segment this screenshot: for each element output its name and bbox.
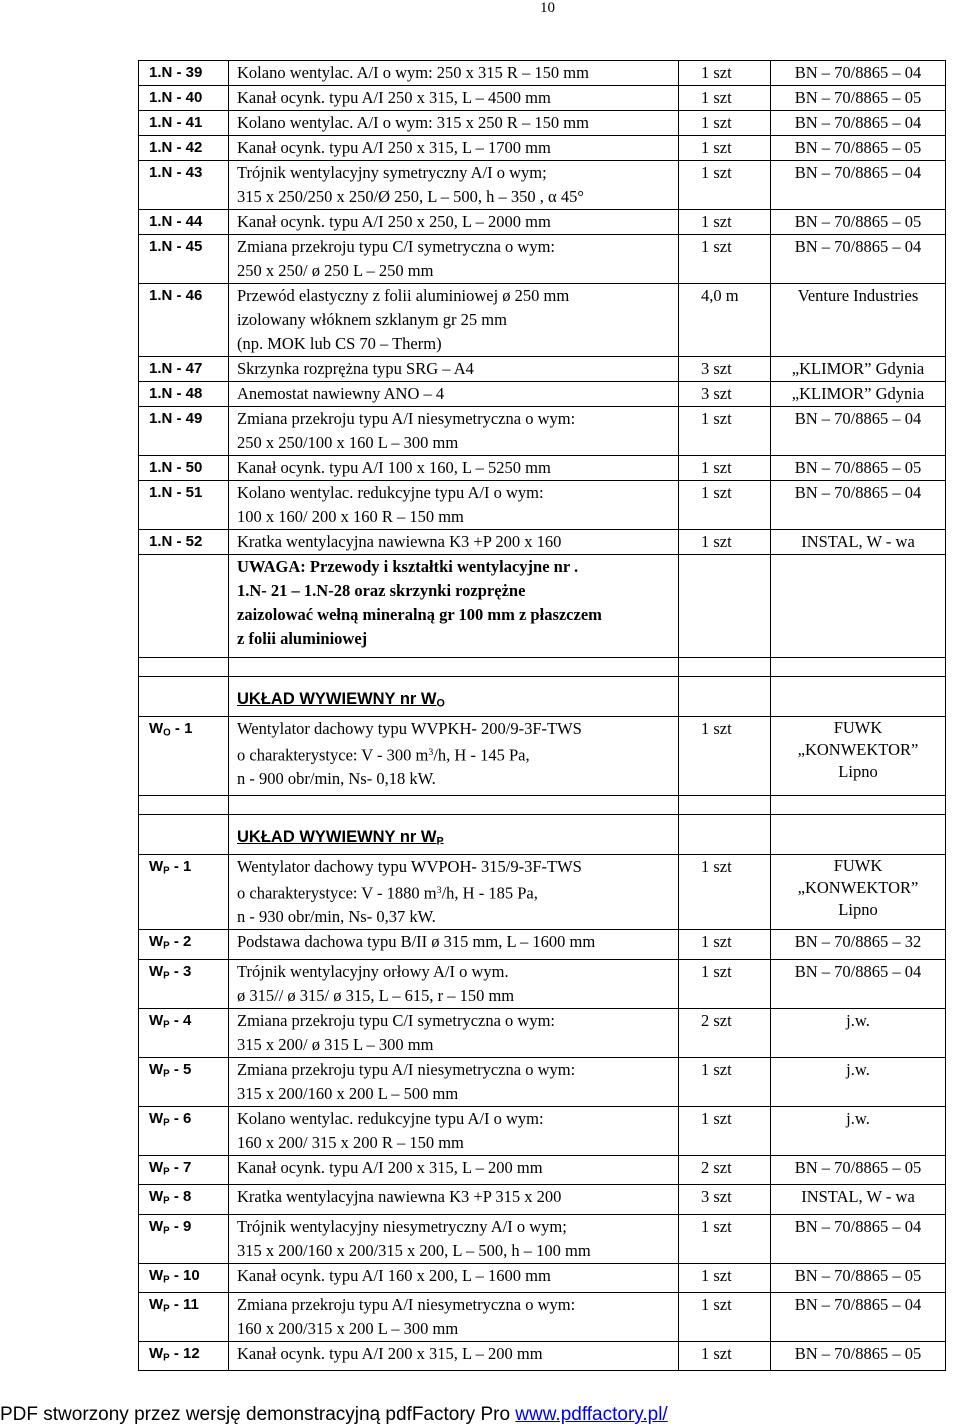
row-description: Kolano wentylac. A/I o wym: 250 x 315 R – 150 mm [229, 61, 679, 86]
row-quantity: 1 szt [679, 111, 771, 136]
row-description: Anemostat nawiewny ANO – 4 [229, 382, 679, 407]
row-supplier: FUWK „KONWEKTOR” Lipno [771, 716, 946, 795]
row-code: 1.N - 44 [139, 210, 229, 235]
row-standard: BN – 70/8865 – 05 [771, 456, 946, 481]
spec-table-body-n [139, 61, 946, 555]
row-standard: INSTAL, W - wa [771, 1185, 946, 1214]
row-code: 1.N - 45 [139, 235, 229, 284]
table-row [139, 1214, 946, 1263]
row-code: $W_P - 11$ [139, 1292, 229, 1341]
row-description: Kratka wentylacyjna nawiewna K3 +P 200 x 160 [229, 530, 679, 555]
row-description: Trójnik wentylacyjny niesymetryczny A/I o wym; 315 x 200/160 x 200/315 x 200, L – 500, h – 100 mm [229, 1214, 679, 1263]
table-row [139, 210, 946, 235]
row-description: Trójnik wentylacyjny symetryczny A/I o wym; 315 x 250/250 x 250/Ø 250, L – 500, h – 350 , α 45° [229, 161, 679, 210]
row-standard: BN – 70/8865 – 32 [771, 930, 946, 959]
row-quantity: 1 szt [679, 1341, 771, 1370]
row-quantity: 1 szt [679, 456, 771, 481]
row-code: 1.N - 43 [139, 161, 229, 210]
note-line: UWAGA: Przewody i kształtki wentylacyjne nr . [237, 557, 579, 576]
row-code: $W_P - 8$ [139, 1185, 229, 1214]
table-row [139, 481, 946, 530]
row-standard: BN – 70/8865 – 04 [771, 161, 946, 210]
row-code: $W_P - 6$ [139, 1106, 229, 1155]
row-description: Kolano wentylac. redukcyjne typu A/I o wym: 160 x 200/ 315 x 200 R – 150 mm [229, 1106, 679, 1155]
table-row [139, 382, 946, 407]
row-quantity: 2 szt [679, 1008, 771, 1057]
row-quantity: 3 szt [679, 382, 771, 407]
row-code: $W_P - 3$ [139, 959, 229, 1008]
row-standard: j.w. [771, 1106, 946, 1155]
row-quantity: 1 szt [679, 86, 771, 111]
table-row [139, 1106, 946, 1155]
row-code: 1.N - 42 [139, 136, 229, 161]
row-code: $W_P - 4$ [139, 1008, 229, 1057]
note-section [139, 555, 946, 677]
row-description: Kanał ocynk. typu A/I 200 x 315, L – 200 mm [229, 1155, 679, 1184]
row-description: Kanał ocynk. typu A/I 250 x 315, L – 1700 mm [229, 136, 679, 161]
row-code: $W_P - 1$ [139, 854, 229, 929]
row-quantity: 3 szt [679, 1185, 771, 1214]
row-quantity: 1 szt [679, 716, 771, 795]
spec-table [138, 60, 946, 1371]
table-row [139, 111, 946, 136]
row-code: 1.N - 51 [139, 481, 229, 530]
row-quantity: 1 szt [679, 1292, 771, 1341]
row-standard: „KLIMOR” Gdynia [771, 357, 946, 382]
row-description: Zmiana przekroju typu C/I symetryczna o wym: 250 x 250/ ø 250 L – 250 mm [229, 235, 679, 284]
row-code: 1.N - 47 [139, 357, 229, 382]
row-code: 1.N - 49 [139, 407, 229, 456]
row-code: 1.N - 46 [139, 284, 229, 357]
row-code: 1.N - 50 [139, 456, 229, 481]
row-code: 1.N - 52 [139, 530, 229, 555]
row-standard: BN – 70/8865 – 04 [771, 61, 946, 86]
table-row [139, 161, 946, 210]
table-row [139, 136, 946, 161]
row-code: 1.N - 39 [139, 61, 229, 86]
row-standard: BN – 70/8865 – 04 [771, 407, 946, 456]
row-standard: BN – 70/8865 – 04 [771, 1214, 946, 1263]
footer-text: PDF stworzony przez wersję demonstracyjną pdfFactory Pro [0, 1404, 516, 1425]
row-standard: BN – 70/8865 – 05 [771, 86, 946, 111]
row-quantity: 1 szt [679, 930, 771, 959]
row-description: Zmiana przekroju typu C/I symetryczna o wym: 315 x 200/ ø 315 L – 300 mm [229, 1008, 679, 1057]
row-description: Wentylator dachowy typu WVPOH- 315/9-3F-TWS o charakterystyce: V - 1880 $m^3/h$, H - 185 Pa, n - 930 obr/min, Ns- 0,37 kW. [229, 854, 679, 929]
row-code: $W_P - 7$ [139, 1155, 229, 1184]
table-row [139, 1155, 946, 1184]
row-code: 1.N - 48 [139, 382, 229, 407]
row-description: Kolano wentylac. redukcyjne typu A/I o wym: 100 x 160/ 200 x 160 R – 150 mm [229, 481, 679, 530]
row-description: Zmiana przekroju typu A/I niesymetryczna o wym: 250 x 250/100 x 160 L – 300 mm [229, 407, 679, 456]
row-description: Kanał ocynk. typu A/I 160 x 200, L – 1600 mm [229, 1263, 679, 1292]
table-row [139, 530, 946, 555]
row-code: $W_P - 5$ [139, 1057, 229, 1106]
row-description: Kanał ocynk. typu A/I 100 x 160, L – 5250 mm [229, 456, 679, 481]
row-standard: BN – 70/8865 – 05 [771, 1155, 946, 1184]
row-code: $W_O - 1$ [139, 716, 229, 795]
row-code: $W_P - 9$ [139, 1214, 229, 1263]
page-number: 10 [540, 0, 555, 16]
table-row [139, 930, 946, 959]
row-standard: Venture Industries [771, 284, 946, 357]
row-standard: BN – 70/8865 – 05 [771, 210, 946, 235]
row-code: $W_P - 12$ [139, 1341, 229, 1370]
table-row [139, 61, 946, 86]
table-row [139, 1057, 946, 1106]
note-line: zaizolować wełną mineralną gr 100 mm z płaszczem [237, 605, 602, 624]
row-quantity: 3 szt [679, 357, 771, 382]
row-description: Wentylator dachowy typu WVPKH- 200/9-3F-TWS o charakterystyce: V - 300 $m^3/h$, H - 145 Pa, n - 900 obr/min, Ns- 0,18 kW. [229, 716, 679, 795]
row-quantity: 1 szt [679, 407, 771, 456]
note-cell [229, 555, 679, 658]
table-row [139, 1008, 946, 1057]
row-code: $W_P - 10$ [139, 1263, 229, 1292]
row-quantity: 1 szt [679, 235, 771, 284]
row-quantity: 1 szt [679, 1057, 771, 1106]
row-description: Kolano wentylac. A/I o wym: 315 x 250 R – 150 mm [229, 111, 679, 136]
note-line: z folii aluminiowej [237, 629, 368, 648]
table-row [139, 284, 946, 357]
row-quantity: 1 szt [679, 161, 771, 210]
row-quantity: 1 szt [679, 61, 771, 86]
pdf-footer [0, 1404, 668, 1426]
footer-link[interactable]: www.pdffactory.pl/ [515, 1404, 668, 1425]
row-standard: BN – 70/8865 – 04 [771, 111, 946, 136]
row-description: Przewód elastyczny z folii aluminiowej ø 250 mm izolowany włóknem szklanym gr 25 mm (np. MOK lub CS 70 – Therm) [229, 284, 679, 357]
table-row [139, 86, 946, 111]
row-standard: „KLIMOR” Gdynia [771, 382, 946, 407]
row-standard: INSTAL, W - wa [771, 530, 946, 555]
table-row [139, 1185, 946, 1214]
table-row [139, 959, 946, 1008]
table-row [139, 357, 946, 382]
section-wo [139, 677, 946, 815]
row-standard: BN – 70/8865 – 04 [771, 481, 946, 530]
row-quantity: 1 szt [679, 854, 771, 929]
note-line: 1.N- 21 – 1.N-28 oraz skrzynki rozprężne [237, 581, 526, 600]
row-description: Kanał ocynk. typu A/I 250 x 315, L – 4500 mm [229, 86, 679, 111]
table-row [139, 456, 946, 481]
table-row [139, 1341, 946, 1370]
row-standard: BN – 70/8865 – 04 [771, 959, 946, 1008]
row-description: Trójnik wentylacyjny orłowy A/I o wym. ø 315// ø 315/ ø 315, L – 615, r – 150 mm [229, 959, 679, 1008]
table-row [139, 1263, 946, 1292]
row-description: Podstawa dachowa typu B/II ø 315 mm, L – 1600 mm [229, 930, 679, 959]
row-description: Kratka wentylacyjna nawiewna K3 +P 315 x 200 [229, 1185, 679, 1214]
row-standard: BN – 70/8865 – 05 [771, 1341, 946, 1370]
section-wp [139, 815, 946, 1371]
row-quantity: 1 szt [679, 481, 771, 530]
row-description: Skrzynka rozprężna typu SRG – A4 [229, 357, 679, 382]
section-wo-heading: UKŁAD WYWIEWNY nr $W_O$ [229, 677, 679, 717]
row-code: 1.N - 40 [139, 86, 229, 111]
row-supplier: FUWK „KONWEKTOR” Lipno [771, 854, 946, 929]
row-quantity: 1 szt [679, 1106, 771, 1155]
row-quantity: 1 szt [679, 1263, 771, 1292]
row-quantity: 1 szt [679, 959, 771, 1008]
table-row [139, 1292, 946, 1341]
row-description: Kanał ocynk. typu A/I 250 x 250, L – 2000 mm [229, 210, 679, 235]
table-row [139, 235, 946, 284]
row-description: Zmiana przekroju typu A/I niesymetryczna o wym: 315 x 200/160 x 200 L – 500 mm [229, 1057, 679, 1106]
row-quantity: 1 szt [679, 1214, 771, 1263]
row-standard: BN – 70/8865 – 04 [771, 235, 946, 284]
table-row [139, 407, 946, 456]
row-quantity: 1 szt [679, 530, 771, 555]
row-standard: j.w. [771, 1008, 946, 1057]
row-description: Kanał ocynk. typu A/I 200 x 315, L – 200 mm [229, 1341, 679, 1370]
row-standard: BN – 70/8865 – 05 [771, 1263, 946, 1292]
row-quantity: 4,0 m [679, 284, 771, 357]
row-quantity: 2 szt [679, 1155, 771, 1184]
section-wp-heading: UKŁAD WYWIEWNY nr $W_P$ [229, 815, 679, 855]
row-quantity: 1 szt [679, 136, 771, 161]
row-code: $W_P - 2$ [139, 930, 229, 959]
row-code: 1.N - 41 [139, 111, 229, 136]
row-quantity: 1 szt [679, 210, 771, 235]
row-description: Zmiana przekroju typu A/I niesymetryczna o wym: 160 x 200/315 x 200 L – 300 mm [229, 1292, 679, 1341]
row-standard: j.w. [771, 1057, 946, 1106]
row-standard: BN – 70/8865 – 04 [771, 1292, 946, 1341]
row-standard: BN – 70/8865 – 05 [771, 136, 946, 161]
